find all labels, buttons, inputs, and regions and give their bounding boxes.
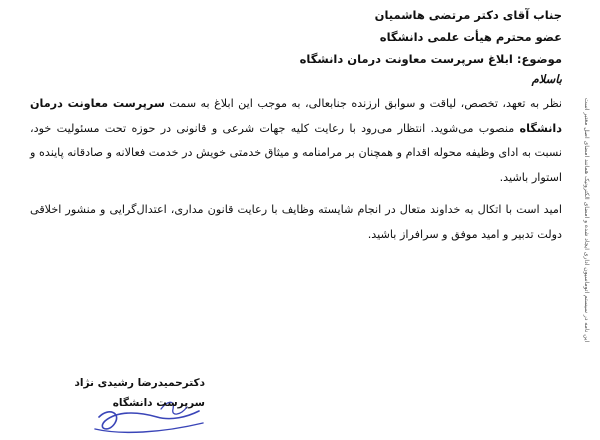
signatory-title: سرپرست دانشگاه: [112, 397, 205, 409]
recipient-position: عضو محترم هیأت علمی دانشگاه: [379, 30, 562, 44]
body-paragraph-2: امید است با اتکال به خداوند متعال در انجام شایسته وظایف با رعایت قانون مداری، اعتدال‌گرایی و منشور اخلاقی دولت تدبیر و امید موفق و سرافراز باشید.: [30, 203, 562, 241]
signature-stroke: [99, 411, 199, 429]
letter-body: [30, 92, 562, 247]
body-text-segment: منصوب می‌شوید. انتظار می‌رود با رعایت کلیه جهات شرعی و قانونی در حوزه تحت مسئولیت خود، نسبت به ادای وظیفه محوله اقدام و همچنان بر مرامنامه و میثاق خدمتی خویش در خدمت فعالانه و صادقانه پاینده و استوار باشید.: [30, 121, 562, 184]
body-paragraph-1: [30, 92, 562, 190]
appointed-position: سرپرست معاونت درمان دانشگاه: [30, 97, 562, 135]
signature-block: [74, 373, 205, 437]
recipient-line: جناب آقای دکتر مرتضی هاشمیان: [374, 8, 562, 22]
subject-line: موضوع: ابلاغ سرپرست معاونت درمان دانشگاه: [299, 52, 562, 66]
side-note-electronic-signature: این نامه در سیستم اتوماسیون اداری ایجاد شده و امضای الکترونیک همانند امضای اصل معتبر است: [583, 97, 590, 343]
greeting: باسلام: [531, 72, 562, 86]
letter: [30, 4, 562, 247]
body-text-segment: نظر به تعهد، تخصص، لیاقت و سوابق ارزنده جنابعالی، به موجب این ابلاغ به سمت: [164, 97, 562, 110]
signatory-name: دکترحمیدرضا رشیدی نژاد: [74, 377, 205, 389]
